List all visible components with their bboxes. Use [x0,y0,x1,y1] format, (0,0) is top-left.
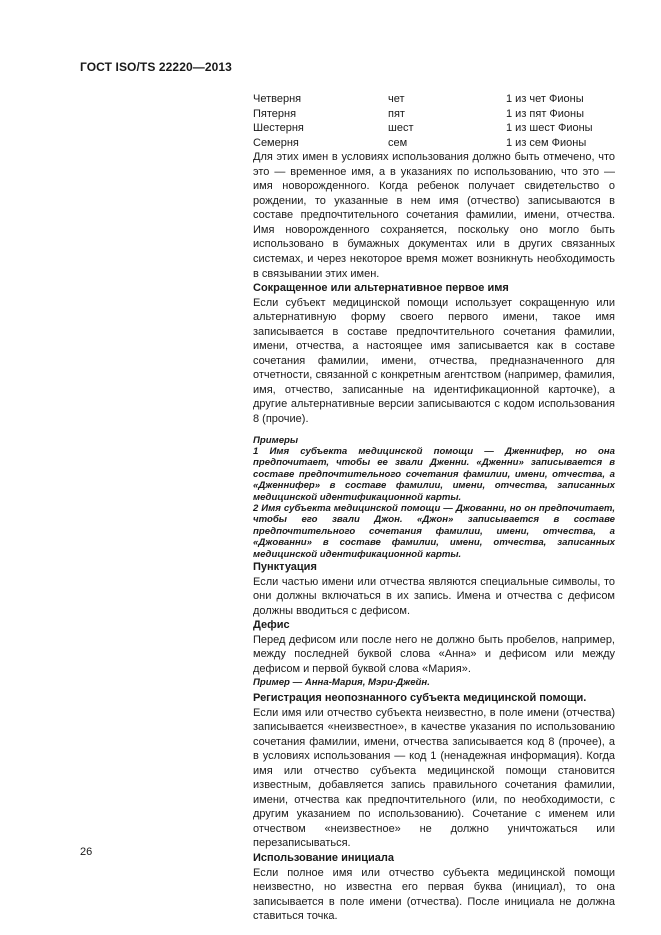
page-content [253,92,615,924]
example-item: 1 Имя субъекта медицинской помощи — Дженнифер, но она предпочитает, чтобы ее звали Дженни. «Дженни» записывается в составе предпочтительного сочетания фамилии, имени, отчества, а «Дженнифер» в составе фамилии, имени, отчества, записанных медицинской идентификационной карты. [253,445,615,503]
table-cell: чет [388,93,405,105]
table-cell: пят [388,107,405,120]
table-cell: 1 из пят Фионы [506,107,585,120]
heading-initial: Использование инициала [253,851,395,864]
heading-short-name: Сокращенное или альтернативное первое имя [253,282,509,295]
paragraph-hyphen: Перед дефисом или после него не должно быть пробелов, например, между последней буквой слова «Анна» и дефисом или между дефисом и первой буквой слова «Мария». [253,633,615,675]
paragraph-unknown-subject: Если имя или отчество субъекта неизвестно, в поле имени (отчества) записывается «неизвестное», в качестве указания по использованию сочетания фамилии, имени, отчества записывается код 8 (прочее), а в условиях использования — код 1 (ненадежная информация). Когда имя или отчество субъекта медицинской помощи становится известным, добавляется запись правильного сочетания фамилии, имени, отчества как предпочтительного (или, по необходимости, с другим указанием по использованию). Сочетание с именем или отчеством «неизвестное» не должно уничтожаться или перезаписываться. [253,706,615,850]
table-cell: шест [388,122,414,135]
example-item: 2 Имя субъекта медицинской помощи — Джованни, но он предпочитает, чтобы его звали Джон. «Джон» записывается в составе предпочтительного сочетания фамилии, имени, отчества, а «Джованни» в составе фамилии, имени, отчества, записанных медицинской идентификационной карты. [253,503,615,560]
paragraph-newborn: Для этих имен в условиях использования должно быть отмечено, что это — временное имя, а в указаниях по использованию, что это — имя новорожденного. Когда ребенок получает свидетельство о рождении, то указанные в нем имя (отчество) записываются в составе предпочтительного сочетания фамилии, имени, отчества. Имя новорожденного сохраняется, поскольку оно могло быть использовано в бумажных документах или в других связанных системах, и через некоторое время может возникнуть необходимость в связывании этих имен. [253,151,615,280]
examples-label: Примеры [253,434,299,446]
table-cell: сем [388,136,408,149]
heading-hyphen: Дефис [253,619,290,632]
document-header: ГОСТ ISO/TS 22220—2013 [80,60,232,74]
examples-block [253,435,615,560]
table-cell: 1 из чет Фионы [506,93,584,105]
table-cell: 1 из сем Фионы [506,136,587,149]
example-hyphen: Пример — Анна-Мария, Мэри-Джейн. [253,677,430,689]
table-cell: Пятерня [253,107,297,120]
names-table [253,92,615,150]
paragraph-initial: Если полное имя или отчество субъекта медицинской помощи неизвестно, но известна его первая буква (инициал), то она записывается в поле имени (отчества). После инициала не должна ставиться точка. [253,866,615,923]
paragraph-short-name: Если субъект медицинской помощи использует сокращенную или альтернативную форму своего первого имени, такое имя записывается в составе предпочтительного сочетания фамилии, имени, отчества, а настоящее имя записывается как в составе сочетания фамилии, имени, отчества, предназначенного для отчетности, связанной с конкретным агентством (например, фамилия, имя, отчество, записанные на идентификационной карточке), а другие альтернативные версии записываются с кодом использования 8 (прочие). [253,296,615,426]
table-row [253,92,615,107]
table-row [253,107,615,122]
table-cell: 1 из шест Фионы [506,122,593,135]
table-cell: Четверня [253,93,302,105]
table-cell: Шестерня [253,122,304,135]
heading-unknown-subject: Регистрация неопознанного субъекта медицинской помощи. [253,691,587,704]
heading-punctuation: Пунктуация [253,561,317,574]
table-row [253,136,615,151]
table-row [253,121,615,136]
page-number: 26 [80,846,93,858]
table-cell: Семерня [253,136,299,149]
paragraph-punctuation: Если частью имени или отчества являются специальные символы, то они должны включаться в их запись. Имена и отчества с дефисом должны вводиться с дефисом. [253,575,615,617]
